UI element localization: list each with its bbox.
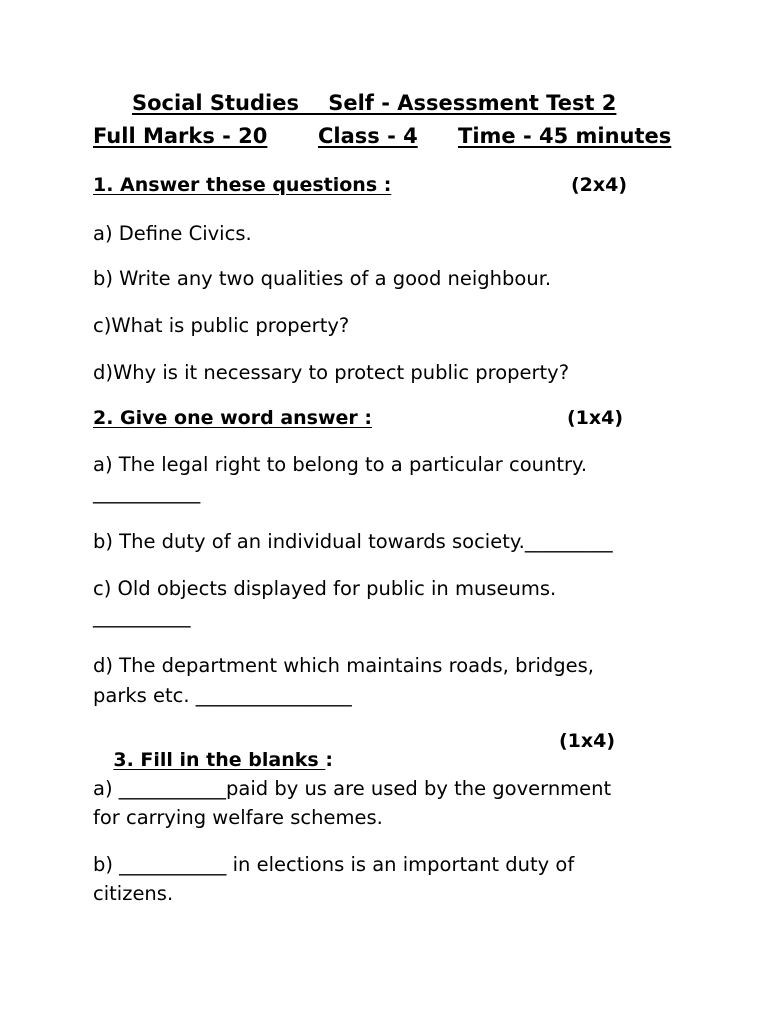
section-2-question-c-blank: __________ [93,605,191,628]
section-3-heading: 3. Fill in the blanks [113,749,326,771]
section-3-question-a: a) ___________paid by us are used by the government [93,777,612,800]
class-label: Class - 4 [318,124,418,148]
section-1-question-b: b) Write any two qualities of a good neighbour. [93,267,552,290]
section-2-marks: (1x4) [567,407,624,429]
section-1-marks: (2x4) [571,174,628,196]
section-2-question-a: a) The legal right to belong to a particular country. [93,453,588,476]
section-3-heading-colon: : [325,749,333,771]
section-3-question-b: b) ___________ in elections is an important duty of [93,853,575,876]
section-3-question-a-cont: for carrying welfare schemes. [93,806,383,829]
section-2-question-d: d) The department which maintains roads, bridges, [93,654,594,677]
section-1-question-a: a) Define Civics. [93,222,252,245]
section-1-heading: 1. Answer these questions : [93,174,392,196]
test-title: Social Studies Self - Assessment Test 2 [132,91,617,115]
section-2-question-c: c) Old objects displayed for public in museums. [93,577,557,600]
section-3-question-b-cont: citizens. [93,882,174,905]
section-2-question-d-cont: parks etc. ________________ [93,684,352,707]
section-2-heading: 2. Give one word answer : [93,407,372,429]
section-1-question-d: d)Why is it necessary to protect public property? [93,361,570,384]
section-1-question-c: c)What is public property? [93,314,350,337]
full-marks: Full Marks - 20 [93,124,268,148]
section-2-question-b: b) The duty of an individual towards society._________ [93,530,613,553]
time-label: Time - 45 minutes [458,124,672,148]
section-2-question-a-blank: ___________ [93,481,201,504]
section-3-marks: (1x4) [559,730,616,752]
